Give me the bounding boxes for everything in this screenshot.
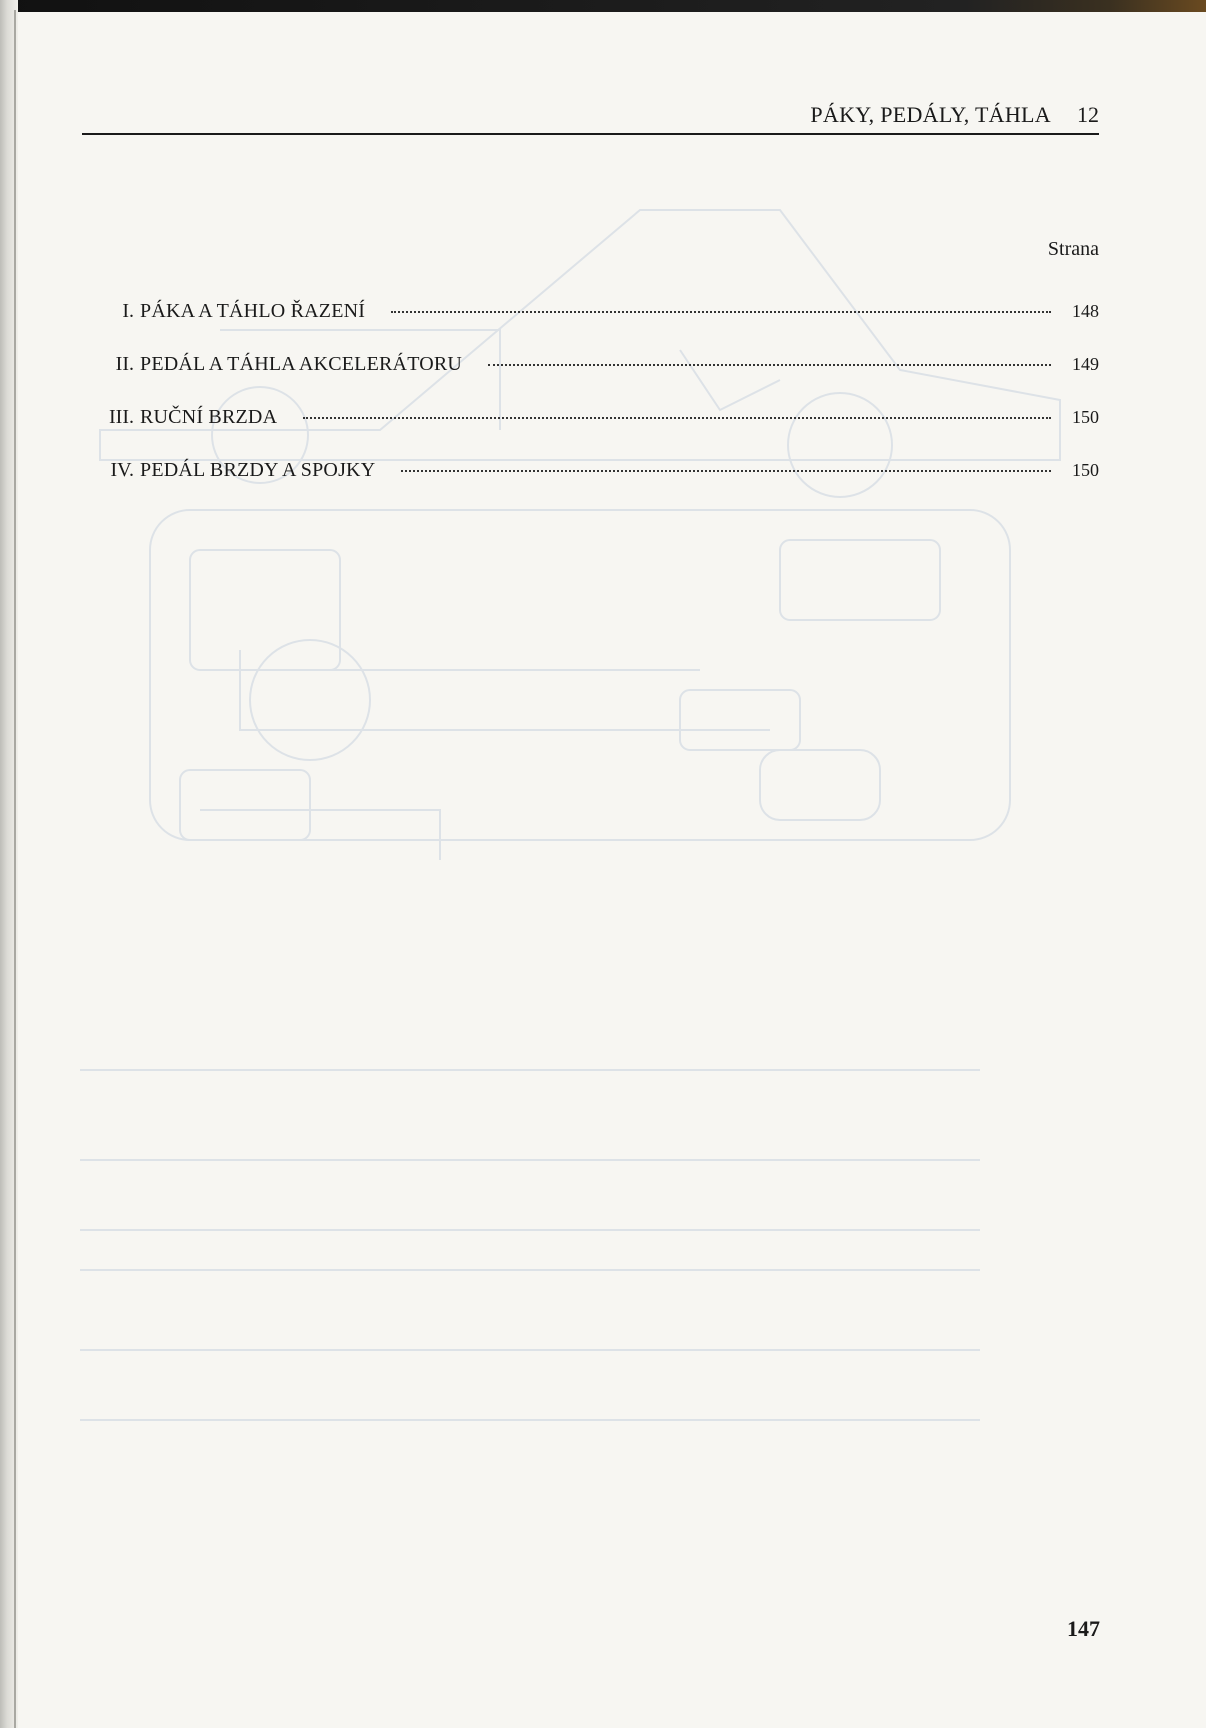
toc-entry-page: 150: [1072, 407, 1099, 427]
toc-entry-title: RUČNÍ BRZDA: [140, 406, 278, 428]
toc-entry-numeral: IV.: [110, 459, 134, 481]
toc-entry: [100, 459, 1099, 512]
scan-top-edge: [0, 0, 1206, 12]
toc-entry-numeral: III.: [109, 406, 134, 428]
toc-entry-page: 149: [1072, 354, 1099, 374]
toc-leader-dots: [303, 417, 1051, 419]
toc-entry-page: 148: [1072, 301, 1099, 321]
toc-entry-numeral: I.: [122, 300, 134, 322]
header-rule: [82, 133, 1099, 135]
running-header: [82, 100, 1099, 134]
toc-entry-title: PEDÁL A TÁHLA AKCELERÁTORU: [140, 353, 463, 375]
table-of-contents: [100, 300, 1099, 512]
toc-entry: [100, 406, 1099, 459]
toc-entry-page: 150: [1072, 460, 1099, 480]
chapter-number: 12: [1077, 102, 1099, 127]
running-header-title: PÁKY, PEDÁLY, TÁHLA: [810, 102, 1051, 127]
toc-leader-dots: [401, 470, 1051, 472]
toc-entry: [100, 300, 1099, 353]
toc-entry-title: PEDÁL BRZDY A SPOJKY: [140, 459, 376, 481]
toc-entry-title: PÁKA A TÁHLO ŘAZENÍ: [140, 300, 366, 322]
toc-column-label: Strana: [1047, 238, 1099, 260]
toc-entry-numeral: II.: [115, 353, 134, 375]
toc-entry: [100, 353, 1099, 406]
toc-leader-dots: [488, 364, 1051, 366]
binding-line: [14, 10, 16, 1728]
page-number: 147: [1067, 1616, 1100, 1641]
toc-leader-dots: [391, 311, 1051, 313]
